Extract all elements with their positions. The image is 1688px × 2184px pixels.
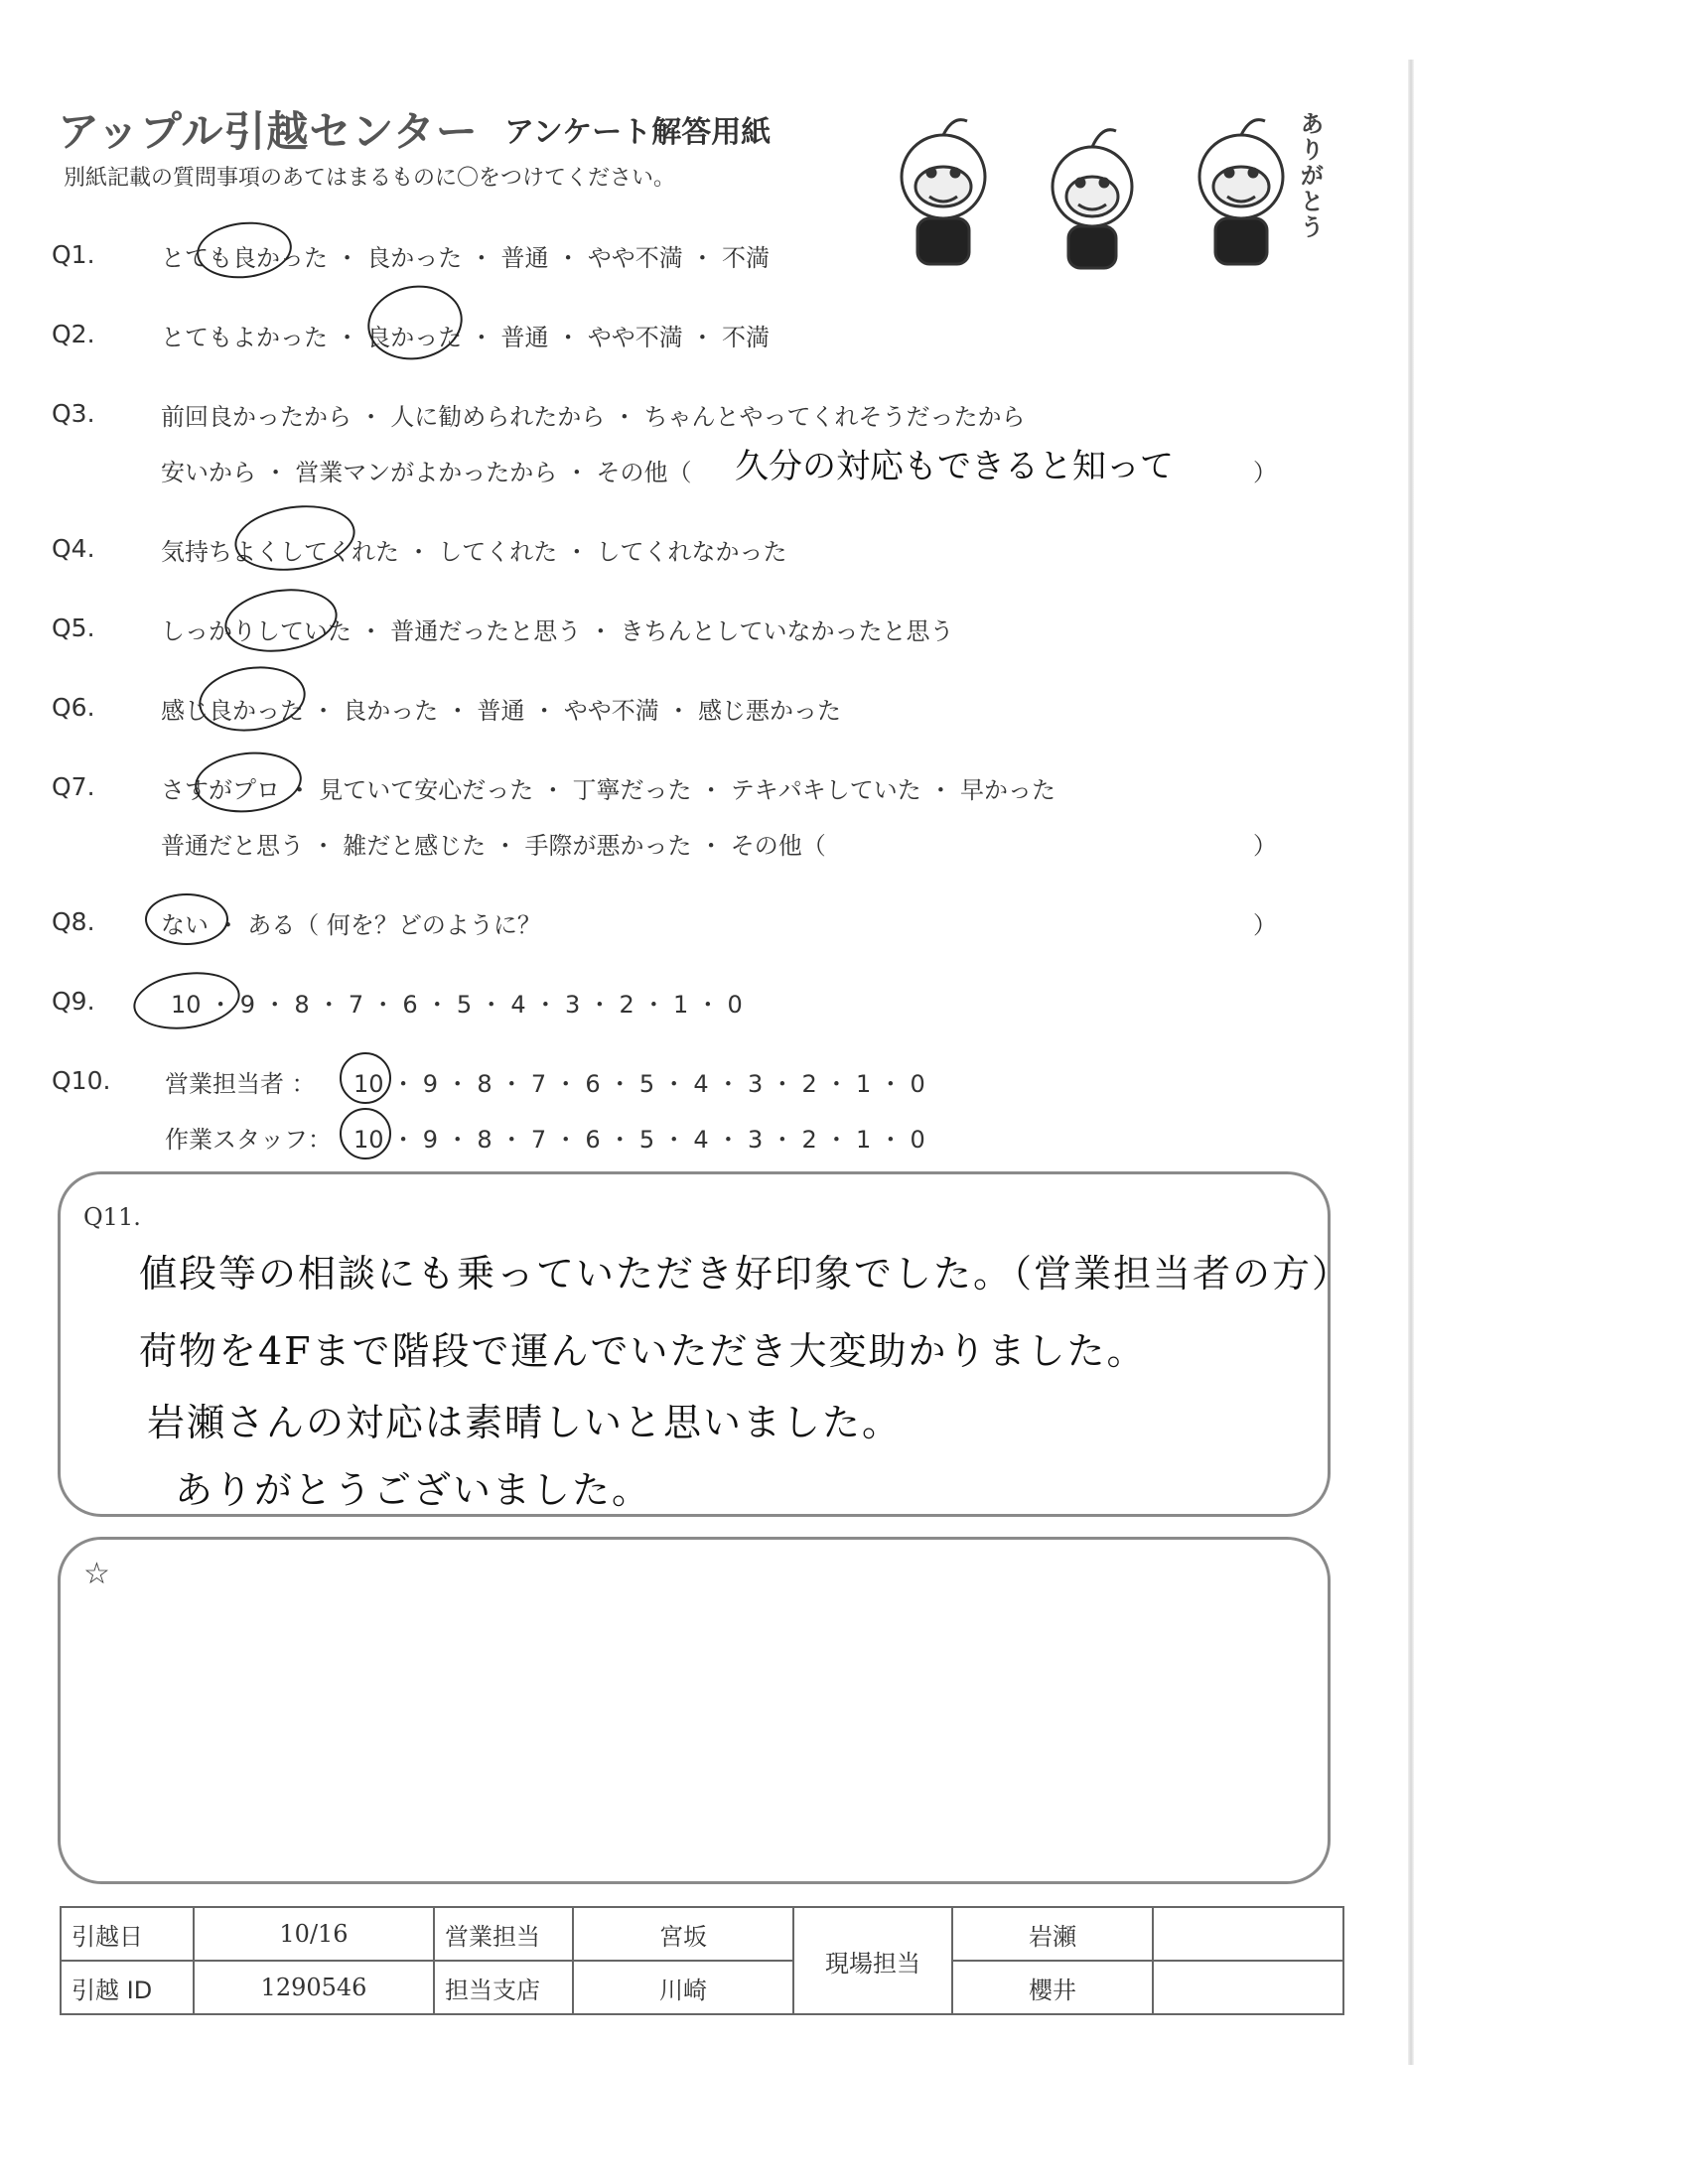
q4-options: 気持ちよくしてくれた ・ してくれた ・ してくれなかった <box>161 538 787 566</box>
q10-staff-answer-circle <box>340 1108 391 1160</box>
mascot-icon <box>902 120 985 264</box>
brand-title: アップル引越センター <box>58 107 479 156</box>
q8-answer-circle <box>145 893 228 945</box>
q8-options: ない ・ ある（ 何を？どのように？ <box>161 911 541 939</box>
q10-staff-scale: 10 ・ 9 ・ 8 ・ 7 ・ 6 ・ 5 ・ 4 ・ 3 ・ 2 ・ 1 ・ 0 <box>353 1126 925 1154</box>
mascot-illustration <box>874 107 1331 276</box>
q7-options-line1: さすがプロ ・ 見ていて安心だった ・ 丁寧だった ・ テキパキしていた ・ 早かった <box>161 776 1056 804</box>
page-edge <box>1408 60 1414 2065</box>
site-staff-value-1: 岩瀬 <box>952 1907 1153 1961</box>
q6-answer-circle <box>195 660 310 738</box>
q8-label: Q8. <box>52 907 95 936</box>
q3-other-answer: 久分の対応もできると知って <box>735 447 1174 486</box>
move-id-value: 1290546 <box>194 1961 434 2014</box>
q7-options-line2: 普通だと思う ・ 雑だと感じた ・ 手際が悪かった ・ その他（ <box>161 832 826 860</box>
thanks-vertical-text: ありがとう <box>1296 111 1324 240</box>
move-date-label: 引越日 <box>61 1907 194 1961</box>
q10-label: Q10. <box>52 1066 111 1095</box>
q3-label: Q3. <box>52 399 95 428</box>
q10-sales-label: 営業担当者 ： <box>165 1070 316 1098</box>
q2-label: Q2. <box>52 320 95 348</box>
branch-value: 川崎 <box>573 1961 793 2014</box>
q11-comment-line: ありがとうございました。 <box>175 1468 652 1512</box>
q7-close-paren: ） <box>1253 832 1277 860</box>
q9-scale: 10 ・ 9 ・ 8 ・ 7 ・ 6 ・ 5 ・ 4 ・ 3 ・ 2 ・ 1 ・ 0 <box>171 991 743 1019</box>
site-staff-value-2: 櫻井 <box>952 1961 1153 2014</box>
mascot-icon <box>1199 120 1283 264</box>
mascot-icon <box>1053 130 1132 268</box>
site-staff-label: 現場担当 <box>793 1907 952 2014</box>
q5-options: しっかりしていた ・ 普通だったと思う ・ きちんとしていなかったと思う <box>161 617 954 645</box>
q10-sales-answer-circle <box>340 1052 391 1104</box>
q7-answer-circle <box>192 748 305 818</box>
q3-options-line2: 安いから ・ 営業マンがよかったから ・ その他（ <box>161 459 692 486</box>
instruction-text: 別紙記載の質問事項のあてはまるものに〇をつけてください。 <box>64 166 676 191</box>
q11-comment-line: 荷物を4Fまで階段で運んでいただき大変助かりました。 <box>139 1329 1147 1373</box>
q2-options: とてもよかった ・ 良かった ・ 普通 ・ やや不満 ・ 不満 <box>161 324 771 351</box>
q11-comment-line: 値段等の相談にも乗っていただき好印象でした。（営業担当者の方） <box>139 1252 1352 1296</box>
q1-answer-circle <box>194 217 294 283</box>
free-comment-box <box>58 1537 1331 1884</box>
q2-answer-circle <box>361 278 468 367</box>
q3-options-line1: 前回良かったから ・ 人に勧められたから ・ ちゃんとやってくれそうだったから <box>161 403 1026 431</box>
q10-staff-label: 作業スタッフ： <box>165 1126 332 1154</box>
q9-answer-circle <box>130 966 244 1035</box>
q6-label: Q6. <box>52 693 95 722</box>
q5-label: Q5. <box>52 614 95 642</box>
footer-info-table <box>60 1906 1344 2015</box>
sales-staff-value: 宮坂 <box>573 1907 793 1961</box>
sales-staff-label: 営業担当 <box>434 1907 573 1961</box>
q1-options: とても良かった ・ 良かった ・ 普通 ・ やや不満 ・ 不満 <box>161 244 771 272</box>
q11-label: Q11. <box>83 1203 141 1231</box>
q8-close-paren: ） <box>1253 911 1277 939</box>
q6-options: 感じ良かった ・ 良かった ・ 普通 ・ やや不満 ・ 感じ悪かった <box>161 697 842 725</box>
q7-label: Q7. <box>52 772 95 801</box>
move-id-label: 引越 ID <box>61 1961 194 2014</box>
q9-label: Q9. <box>52 987 95 1016</box>
branch-label: 担当支店 <box>434 1961 573 2014</box>
move-date-value: 10/16 <box>194 1907 434 1961</box>
q1-label: Q1. <box>52 240 95 269</box>
q3-close-paren: ） <box>1253 459 1277 486</box>
empty-cell <box>1153 1961 1343 2014</box>
q4-label: Q4. <box>52 534 95 563</box>
form-subtitle: アンケート解答用紙 <box>504 115 772 150</box>
star-icon: ☆ <box>83 1557 110 1591</box>
q5-answer-circle <box>220 582 342 658</box>
empty-cell <box>1153 1907 1343 1961</box>
q11-comment-line: 岩瀬さんの対応は素晴しいと思いました。 <box>147 1401 903 1444</box>
q10-sales-scale: 10 ・ 9 ・ 8 ・ 7 ・ 6 ・ 5 ・ 4 ・ 3 ・ 2 ・ 1 ・ 0 <box>353 1070 925 1098</box>
